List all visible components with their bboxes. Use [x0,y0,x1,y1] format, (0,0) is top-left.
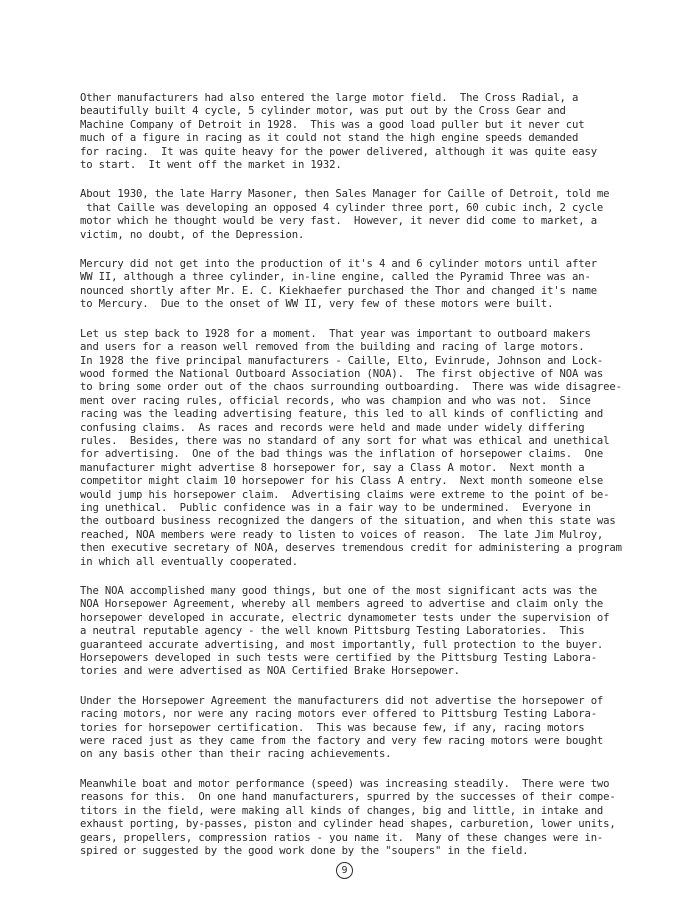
text-line: titors in the field, were making all kinds of changes, big and little, in intake and [80,804,604,817]
text-line: in which all eventually cooperated. [80,555,298,568]
paragraph [80,258,670,312]
text-line: horsepower developed in accurate, electric dynamometer tests under the supervision of [80,611,610,624]
text-line: Under the Horsepower Agreement the manufacturers did not advertise the horsepower of [80,694,604,707]
paragraph [80,188,670,242]
text-line: nounced shortly after Mr. E. C. Kiekhaefer purchased the Thor and changed it's name [80,284,597,297]
body-text [80,92,670,874]
paragraph [80,328,670,569]
text-line: for advertising. One of the bad things was the inflation of horsepower claims. One [80,448,604,461]
text-line: would jump his horsepower claim. Advertising claims were extreme to the point of be- [80,488,610,501]
text-line: and users for a reason well removed from the building and racing of large motors. [80,341,585,354]
text-line: Machine Company of Detroit in 1928. This was a good load puller but it never cut [80,118,585,131]
paragraph [80,585,670,679]
text-line: beautifully built 4 cycle, 5 cylinder motor, was put out by the Cross Gear and [80,105,566,118]
text-line: then executive secretary of NOA, deserves tremendous credit for administering a program [80,542,622,555]
paragraph [80,778,670,858]
text-line: spired or suggested by the good work done by the "soupers" in the field. [80,844,529,857]
text-line: racing motors, nor were any racing motors ever offered to Pittsburg Testing Labora- [80,708,597,721]
text-line: to start. It went off the market in 1932. [80,159,342,172]
page-number: 9 [336,862,353,879]
text-line: victim, no doubt, of the Depression. [80,228,305,241]
text-line: competitor might claim 10 horsepower for his Class A entry. Next month someone else [80,475,604,488]
text-line: Horsepowers developed in such tests were certified by the Pittsburg Testing Labora- [80,652,597,665]
text-line: The NOA accomplished many good things, but one of the most significant acts was the [80,585,597,597]
text-line: ment over racing rules, official records, who was champion and who was not. Since [80,394,591,407]
paragraph [80,695,670,762]
text-line: racing was the leading advertising feature, this led to all kinds of conflicting and [80,408,604,421]
text-line: that Caille was developing an opposed 4 cylinder three port, 60 cubic inch, 2 cycle [80,201,604,214]
text-line: motor which he thought would be very fast. However, it never did come to market, a [80,215,597,228]
paragraph [80,92,670,172]
text-line: guaranteed accurate advertising, and most importantly, full protection to the buyer. [80,638,604,651]
text-line: much of a figure in racing as it could not stand the high engine speeds demanded [80,132,579,145]
text-line: for racing. It was quite heavy for the power delivered, although it was quite easy [80,145,597,158]
text-line: ing unethical. Public confidence was in a fair way to be undermined. Everyone in [80,501,591,514]
text-line: Let us step back to 1928 for a moment. That year was important to outboard makers [80,327,591,340]
text-line: wood formed the National Outboard Association (NOA). The first objective of NOA was [80,367,604,380]
text-line: on any basis other than their racing achievements. [80,748,392,761]
text-line: a neutral reputable agency - the well known Pittsburg Testing Laboratories. This [80,625,585,638]
text-line: reasons for this. On one hand manufacturers, spurred by the successes of their compe- [80,791,616,804]
text-line: rules. Besides, there was no standard of any sort for what was ethical and unethical [80,434,610,447]
text-line: About 1930, the late Harry Masoner, then Sales Manager for Caille of Detroit, told me [80,188,610,201]
text-line: gears, propellers, compression ratios - you name it. Many of these changes were in- [80,831,604,844]
text-line: confusing claims. As races and records were held and made under widely differing [80,421,585,434]
text-line: Meanwhile boat and motor performance (speed) was increasing steadily. There were two [80,777,610,790]
text-line: tories for horsepower certification. This was because few, if any, racing motors [80,721,585,734]
text-line: NOA Horsepower Agreement, whereby all members agreed to advertise and claim only the [80,598,604,611]
text-line: In 1928 the five principal manufacturers - Caille, Elto, Evinrude, Johnson and Lock- [80,354,604,367]
text-line: tories and were advertised as NOA Certified Brake Horsepower. [80,665,460,678]
text-line: Mercury did not get into the production of it's 4 and 6 cylinder motors until after [80,258,597,271]
text-line: Other manufacturers had also entered the large motor field. The Cross Radial, a [80,92,579,104]
text-line: to Mercury. Due to the onset of WW II, very few of these motors were built. [80,298,554,311]
text-line: exhaust porting, by-passes, piston and cylinder head shapes, carburetion, lower units, [80,818,616,831]
text-line: WW II, although a three cylinder, in-line engine, called the Pyramid Three was an- [80,271,591,284]
text-line: reached, NOA members were ready to listen to voices of reason. The late Jim Mulroy, [80,528,604,541]
text-line: to bring some order out of the chaos surrounding outboarding. There was wide disagree- [80,381,622,394]
text-line: manufacturer might advertise 8 horsepower for, say a Class A motor. Next month a [80,461,585,474]
text-line: were raced just as they came from the factory and very few racing motors were bought [80,735,604,748]
text-line: the outboard business recognized the dangers of the situation, and when this state was [80,515,616,528]
